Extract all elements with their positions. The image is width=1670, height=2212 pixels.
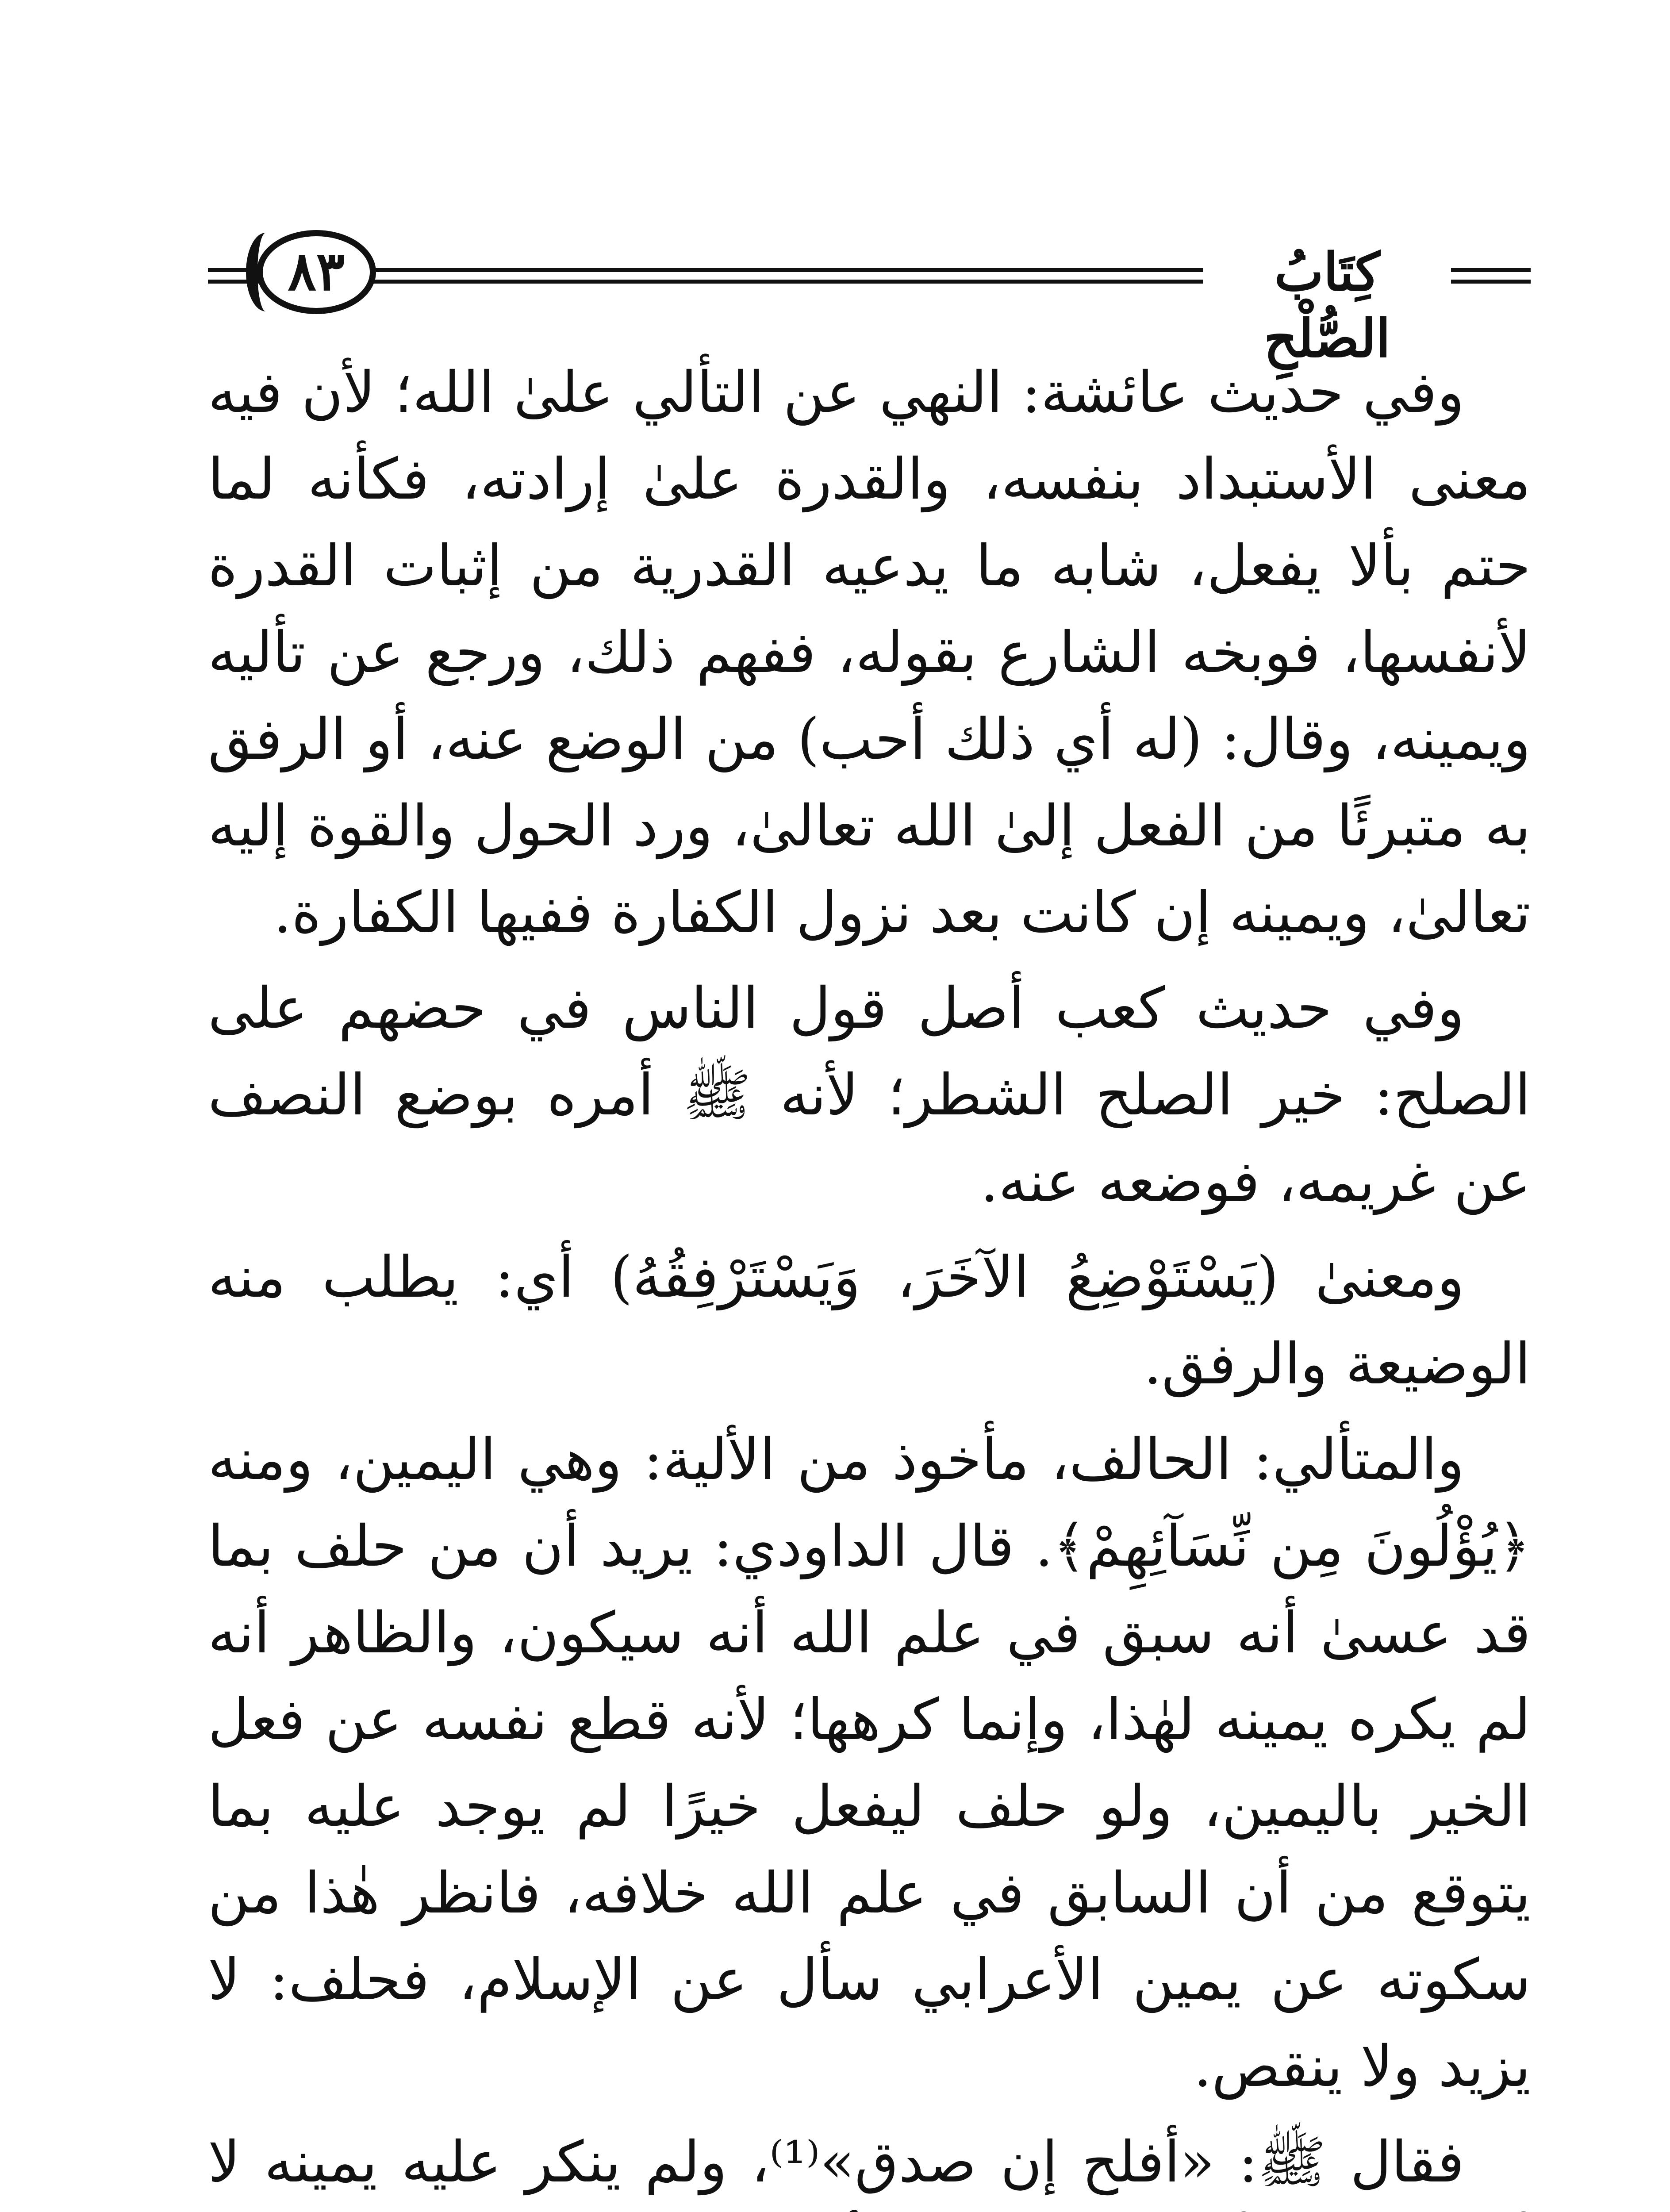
- paragraph: والمتألي: الحالف، مأخوذ من الألية: وهي اليمين، ومنه ﴿يُؤْلُونَ مِن نِّسَآئِهِمْ﴾. قال الداودي: يريد أن من حلف بما قد عسىٰ أنه سبق في علم الله أنه سيكون، والظاهر أنه لم يكره يمينه لهٰذا، وإنما كرهها؛ لأنه قطع نفسه عن فعل الخير باليمين، ولو حلف ليفعل خيرًا لم يوجد عليه بما يتوقع من أن السابق في علم الله خلافه، فانظر هٰذا من سكوته عن يمين الأعرابي سأل عن الإسلام، فحلف: لا يزيد ولا ينقص.: [208, 1427, 1531, 2100]
- page-number: ٨٣: [257, 230, 376, 314]
- paragraph: وفي حديث كعب أصل قول الناس في حضهم على الصلح: خير الصلح الشطر؛ لأنه ﷺ أمره بوضع النصف عن غريمه، فوضعه عنه.: [208, 975, 1531, 1215]
- running-header: [208, 230, 1531, 369]
- paragraph: فقال ﷺ: «أفلح إن صدق»⁽¹⁾، ولم ينكر عليه يمينه لا: [208, 2129, 1465, 2195]
- book-title: كِتَابُ الصُّلْحِ: [1263, 241, 1391, 369]
- paragraph: وفي حديث عائشة: النهي عن التألي علىٰ الله؛ لأن فيه معنى الأستبداد بنفسه، والقدرة علىٰ إرادته، فكأنه لما حتم بألا يفعل، شابه ما يدعيه القدرية من إثبات القدرة لأنفسها، فوبخه الشارع بقوله، ففهم ذلك، ورجع عن تأليه ويمينه، وقال: (له أي ذلك أحب) من الوضع عنه، أو الرفق به متبرئًا من الفعل إلىٰ الله تعالىٰ، ورد الحول والقوة إليه تعالىٰ، ويمينه إن كانت بعد نزول الكفارة ففيها الكفارة.: [208, 360, 1531, 946]
- paragraph: ومعنىٰ (يَسْتَوْضِعُ الآخَرَ، وَيَسْتَرْفِقُهُ) أي: يطلب منه الوضيعة والرفق.: [208, 1244, 1531, 1397]
- page-body: [208, 349, 1531, 2212]
